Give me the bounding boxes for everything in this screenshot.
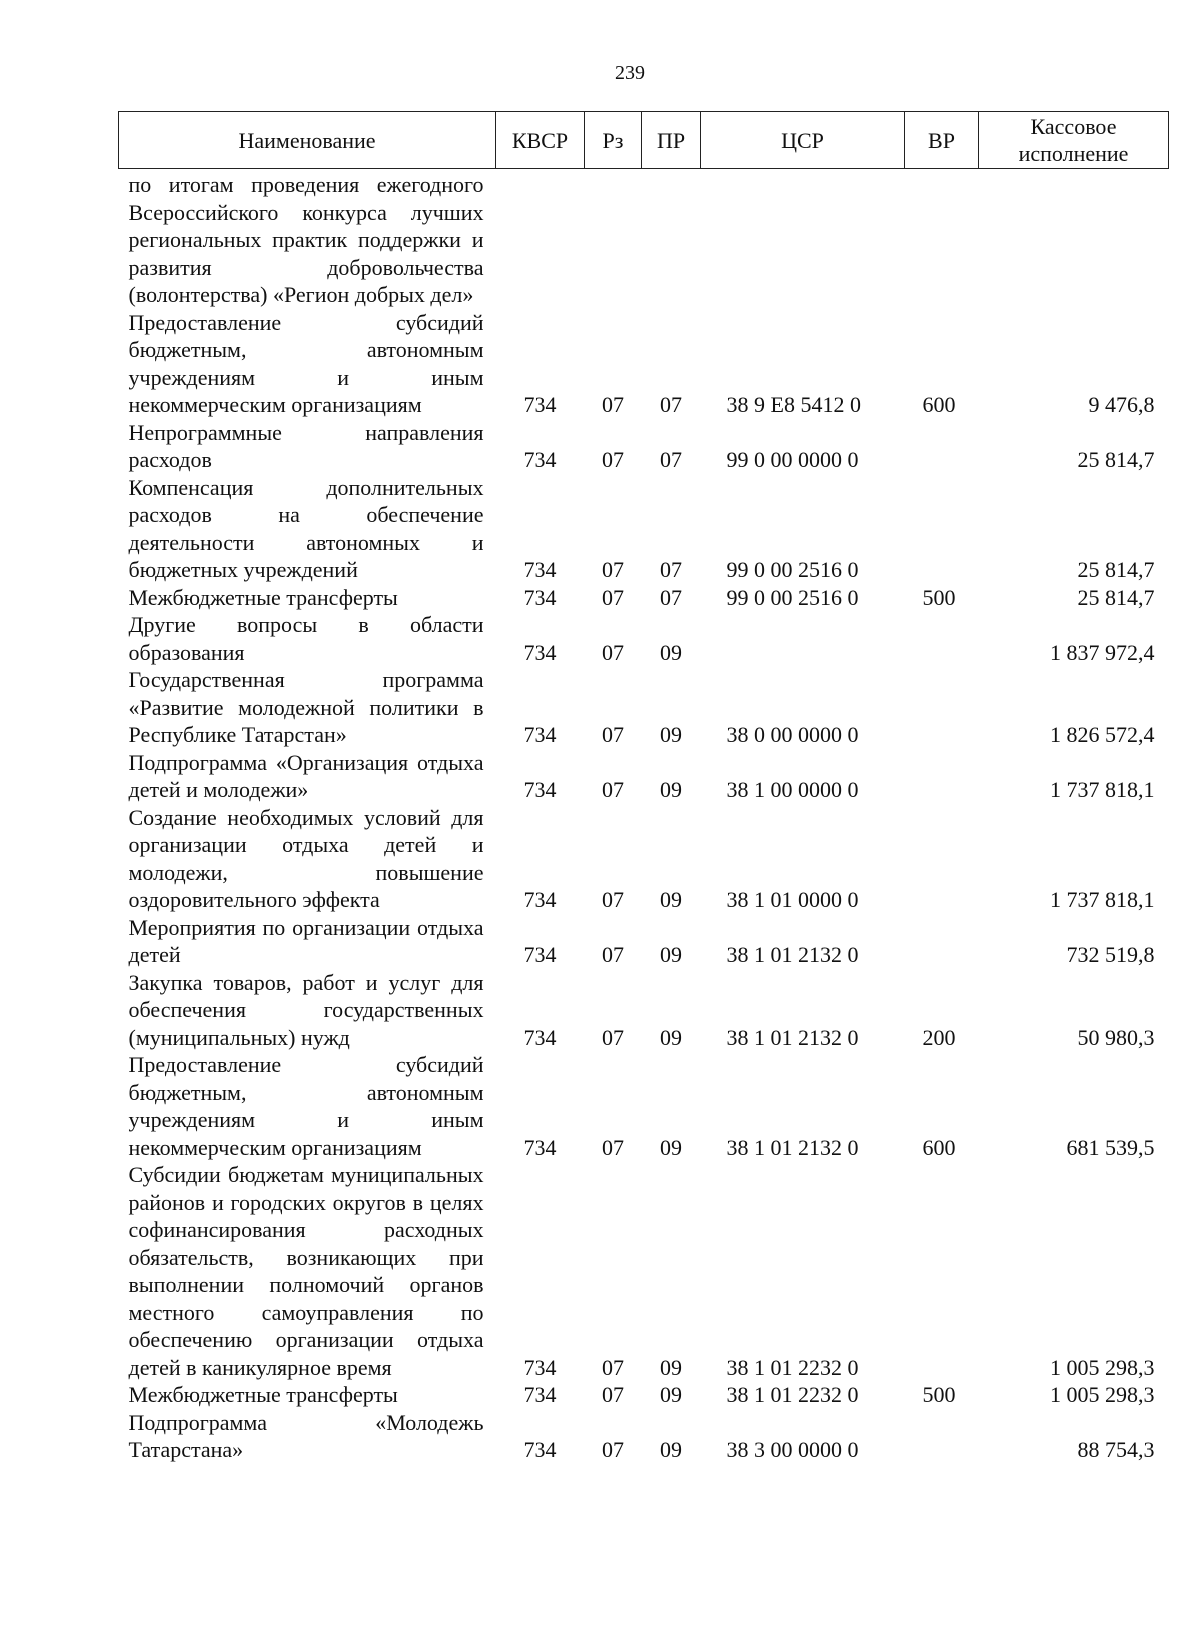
cell-kvsr [496,169,585,309]
cell-vr [905,749,979,804]
cell-vr [905,1161,979,1381]
cell-sum: 1 005 298,3 [1050,1382,1155,1407]
cell-sum: 1 737 818,1 [1050,887,1155,912]
cell-pr: 09 [660,777,682,802]
cell-vr: 500 [922,584,956,610]
header-csr: ЦСР [701,112,905,169]
table-row [119,1409,1169,1464]
header-name: Наименование [119,112,496,169]
table-row [119,749,1169,804]
cell-csr: 99 0 00 0000 0 [726,447,859,472]
table-row [119,584,1169,612]
header-kvsr: КВСР [496,112,585,169]
cell-sum [979,169,1169,309]
cell-kvsr: 734 [523,1437,557,1462]
cell-sum: 25 814,7 [1077,584,1155,610]
cell-csr: 38 1 01 0000 0 [726,887,859,912]
cell-pr: 09 [660,1437,682,1462]
table-row [119,1381,1169,1409]
cell-rz: 07 [602,722,624,747]
cell-vr [905,419,979,474]
table-body [119,169,1169,1464]
cell-rz: 07 [602,1437,624,1462]
cell-sum: 1 837 972,4 [1050,639,1155,665]
cell-pr: 07 [660,584,682,610]
cell-sum: 50 980,3 [1077,1024,1155,1050]
cell-rz [585,169,642,309]
cell-kvsr: 734 [523,942,557,967]
cell-name: Мероприятия по организации отдыха детей [128,914,484,967]
cell-csr [701,169,905,309]
header-sum: Кассовое исполнение [979,112,1169,169]
cell-csr: 38 3 00 0000 0 [726,1437,859,1462]
cell-kvsr: 734 [523,557,557,582]
cell-sum: 25 814,7 [1077,557,1155,582]
cell-sum: 681 539,5 [1066,1134,1155,1160]
cell-csr: 38 9 E8 5412 0 [726,392,861,417]
table-row [119,969,1169,1052]
cell-rz: 07 [602,1382,624,1407]
cell-kvsr: 734 [523,584,557,610]
cell-csr: 38 1 01 2132 0 [726,1134,859,1160]
cell-csr [701,611,905,666]
cell-name: Субсидии бюджетам муниципальных районов и городских округов в целях софинансирования расходных обязательств, возникающих при выполнении полномочий органов местного самоуправления по обеспечению организации отдыха детей в каникулярное время [128,1162,484,1380]
cell-pr: 09 [660,1024,682,1050]
cell-rz: 07 [602,447,624,472]
table-row [119,474,1169,584]
cell-csr: 38 1 01 2132 0 [726,1024,859,1050]
cell-kvsr: 734 [523,1382,557,1407]
table-row [119,1161,1169,1381]
cell-vr: 600 [922,1134,956,1160]
cell-csr: 99 0 00 2516 0 [726,557,859,582]
cell-pr: 09 [660,1354,682,1380]
cell-vr [905,804,979,914]
cell-rz: 07 [602,942,624,967]
cell-vr [905,1409,979,1464]
cell-vr [905,666,979,749]
cell-sum: 1 005 298,3 [1050,1354,1155,1380]
cell-name: Непрограммные направления расходов [128,419,484,472]
table-header [119,112,1169,169]
cell-rz: 07 [602,1134,624,1160]
cell-csr: 38 1 01 2132 0 [726,942,859,967]
cell-name: Межбюджетные трансферты [128,1382,398,1407]
cell-csr: 99 0 00 2516 0 [726,584,859,610]
cell-pr: 09 [660,639,682,665]
cell-sum: 732 519,8 [1066,942,1155,967]
cell-csr: 38 1 01 2232 0 [726,1354,859,1380]
cell-name: Подпрограмма «Молодежь Татарстана» [128,1409,484,1462]
cell-kvsr: 734 [523,447,557,472]
cell-vr: 500 [922,1382,956,1407]
table-row [119,666,1169,749]
cell-kvsr: 734 [523,777,557,802]
cell-vr [905,169,979,309]
cell-name: Компенсация дополнительных расходов на обеспечение деятельности автономных и бюджетных учреждений [128,474,484,582]
cell-pr: 07 [660,392,682,417]
cell-sum: 9 476,8 [1088,392,1155,417]
cell-name: Другие вопросы в области образования [128,612,484,665]
cell-rz: 07 [602,557,624,582]
cell-pr: 09 [660,722,682,747]
cell-kvsr: 734 [523,887,557,912]
table-row [119,611,1169,666]
cell-sum: 1 826 572,4 [1050,722,1155,747]
header-vr: ВР [905,112,979,169]
cell-sum: 25 814,7 [1077,447,1155,472]
cell-csr: 38 1 00 0000 0 [726,777,859,802]
cell-name: Межбюджетные трансферты [128,584,398,610]
cell-rz: 07 [602,1024,624,1050]
cell-vr: 200 [922,1024,956,1050]
cell-kvsr: 734 [523,1354,557,1380]
cell-vr: 600 [922,392,956,417]
cell-rz: 07 [602,777,624,802]
cell-rz: 07 [602,584,624,610]
table-row [119,309,1169,419]
cell-name: по итогам проведения ежегодного Всероссийского конкурса лучших региональных практик поддержки и развития добровольчества (волонтерства) «Регион добрых дел» [128,172,484,307]
cell-rz: 07 [602,887,624,912]
header-rz: Рз [585,112,642,169]
cell-sum: 88 754,3 [1077,1437,1155,1462]
cell-pr [642,169,701,309]
cell-pr: 09 [660,1134,682,1160]
cell-pr: 07 [660,447,682,472]
cell-sum: 1 737 818,1 [1050,777,1155,802]
cell-pr: 07 [660,557,682,582]
cell-kvsr: 734 [523,722,557,747]
table-row [119,804,1169,914]
cell-rz: 07 [602,392,624,417]
table-row [119,1051,1169,1161]
cell-name: Предоставление субсидий бюджетным, автономным учреждениям и иным некоммерческим организациям [128,1052,484,1160]
header-pr: ПР [642,112,701,169]
cell-rz: 07 [602,639,624,665]
cell-name: Закупка товаров, работ и услуг для обеспечения государственных (муниципальных) нужд [128,969,484,1050]
cell-vr [905,474,979,584]
cell-name: Создание необходимых условий для организации отдыха детей и молодежи, повышение оздоровительного эффекта [128,804,484,912]
table-row [119,169,1169,309]
cell-vr [905,611,979,666]
cell-name: Государственная программа «Развитие молодежной политики в Республике Татарстан» [128,667,484,747]
cell-kvsr: 734 [523,1024,557,1050]
cell-name: Предоставление субсидий бюджетным, автономным учреждениям и иным некоммерческим организациям [128,309,484,417]
cell-csr: 38 0 00 0000 0 [726,722,859,747]
table-row [119,914,1169,969]
page-number: 239 [615,62,645,84]
cell-kvsr: 734 [523,639,557,665]
cell-pr: 09 [660,942,682,967]
cell-vr [905,914,979,969]
cell-pr: 09 [660,887,682,912]
cell-pr: 09 [660,1382,682,1407]
budget-table [118,111,1169,1464]
cell-name: Подпрограмма «Организация отдыха детей и молодежи» [128,749,484,802]
table-row [119,419,1169,474]
cell-csr: 38 1 01 2232 0 [726,1382,859,1407]
cell-kvsr: 734 [523,1134,557,1160]
cell-kvsr: 734 [523,392,557,417]
cell-rz: 07 [602,1354,624,1380]
